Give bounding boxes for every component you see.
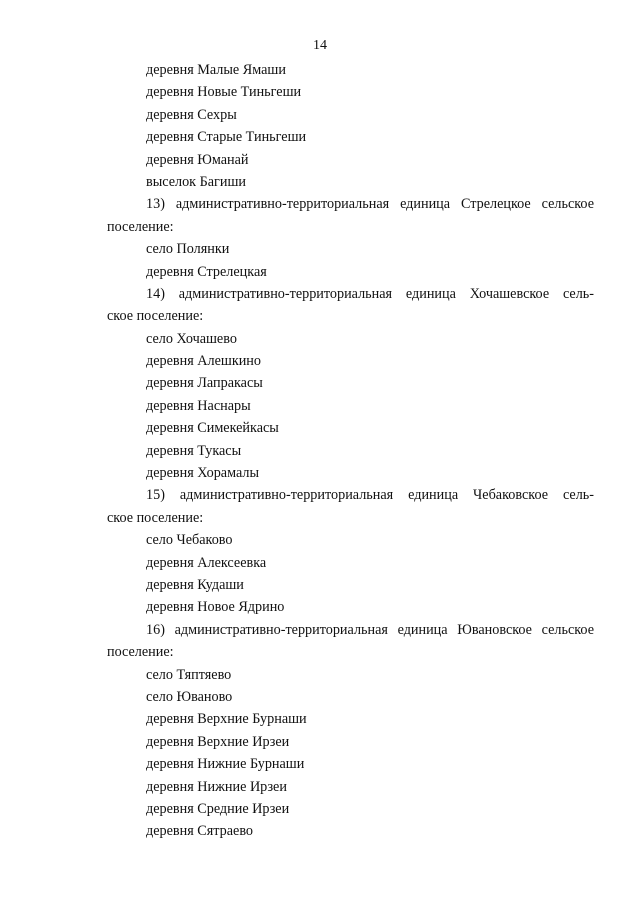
- list-item: деревня Лапракасы: [146, 375, 263, 392]
- list-item: деревня Верхние Бурнаши: [146, 711, 307, 728]
- list-item: выселок Багиши: [146, 173, 246, 190]
- document-body: [107, 59, 594, 843]
- list-item: село Хочашево: [146, 330, 237, 347]
- list-item: деревня Алешкино: [146, 353, 261, 370]
- list-item: село Полянки: [146, 241, 230, 258]
- list-item: деревня Сятраево: [146, 823, 254, 840]
- list-item: деревня Нижние Бурнаши: [146, 756, 305, 773]
- list-item: деревня Новые Тиньгеши: [146, 84, 302, 101]
- list-item: деревня Кудаши: [146, 576, 244, 593]
- section-heading-continuation: ское поселение:: [107, 308, 204, 325]
- section-heading-line: 15) административно-территориальная единица Чебаковское сель-: [146, 487, 594, 504]
- section-heading-line: 13) административно-территориальная единица Стрелецкое сельское: [146, 196, 594, 213]
- list-item: деревня Новое Ядрино: [146, 599, 285, 616]
- list-item: деревня Верхние Ирзеи: [146, 733, 290, 750]
- list-item: деревня Наснары: [146, 397, 251, 414]
- section-heading-continuation: поселение:: [107, 644, 174, 661]
- list-item: деревня Старые Тиньгеши: [146, 129, 307, 146]
- list-item: деревня Средние Ирзеи: [146, 800, 290, 817]
- list-item: деревня Нижние Ирзеи: [146, 778, 287, 795]
- list-item: деревня Алексеевка: [146, 554, 267, 571]
- list-item: село Юваново: [146, 688, 233, 705]
- list-item: деревня Хорамалы: [146, 465, 260, 482]
- list-item: деревня Малые Ямаши: [146, 62, 286, 78]
- list-item: деревня Симекейкасы: [146, 420, 279, 437]
- list-item: село Чебаково: [146, 532, 233, 549]
- section-heading-continuation: поселение:: [107, 218, 174, 235]
- list-item: деревня Сехры: [146, 106, 237, 123]
- list-item: деревня Юманай: [146, 151, 249, 168]
- section-heading-line: 14) административно-территориальная единица Хочашевское сель-: [146, 285, 594, 302]
- list-item: деревня Тукасы: [146, 442, 242, 459]
- section-heading-continuation: ское поселение:: [107, 509, 204, 526]
- section-heading-line: 16) административно-территориальная единица Ювановское сельское: [146, 621, 594, 638]
- list-item: деревня Стрелецкая: [146, 263, 267, 280]
- list-item: село Тяптяево: [146, 666, 232, 683]
- page-number: 14: [313, 38, 327, 53]
